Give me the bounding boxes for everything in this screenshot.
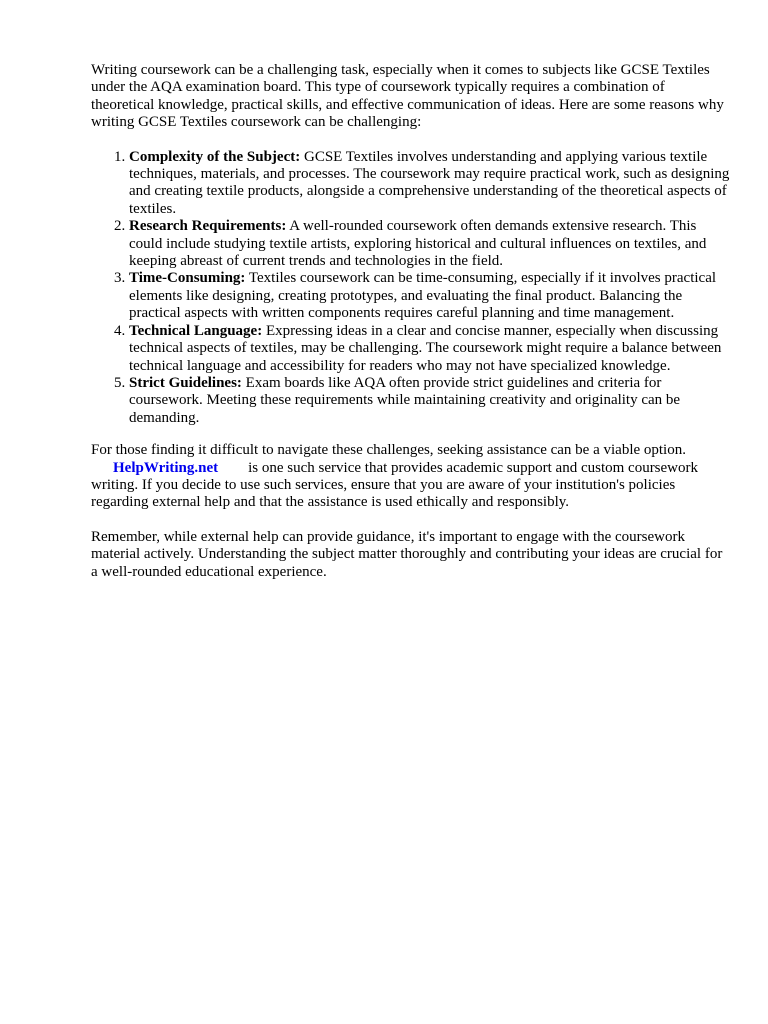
reason-text: A well-rounded coursework often demands extensive research. This could include studying textile artists, exploring historical and cultural influences on textiles, and keeping abreast of current trends and technologies in the field. xyxy=(129,218,707,270)
reason-text: Expressing ideas in a clear and concise manner, especially when discussing technical aspects of textiles, may be challenging. The coursework might require a balance between technical language and accessibility for readers who may not have specialized knowledge. xyxy=(129,322,722,374)
closing-paragraph: Remember, while external help can provide guidance, it's important to engage with the coursework material actively. Understanding the subject matter thoroughly and contributing your ideas are crucial for a well-rounded educational experience. xyxy=(91,528,723,580)
list-item xyxy=(129,375,731,427)
reason-term: Time-Consuming: xyxy=(129,270,246,287)
reason-text: Exam boards like AQA often provide strict guidelines and criteria for coursework. Meeting these requirements while maintaining creativity and originality can be demanding. xyxy=(129,374,681,426)
reasons-list xyxy=(91,149,731,428)
list-item xyxy=(129,323,731,375)
list-item xyxy=(129,270,731,322)
reason-term: Technical Language: xyxy=(129,322,263,339)
intro-paragraph: Writing coursework can be a challenging task, especially when it comes to subjects like GCSE Textiles under the AQA examination board. This type of coursework typically requires a combination of theoretical knowledge, practical skills, and effective communication of ideas. Here are some reasons why writing GCSE Textiles coursework can be challenging: xyxy=(91,62,724,131)
reason-term: Strict Guidelines: xyxy=(129,374,242,391)
reason-text: Textiles coursework can be time-consuming, especially if it involves practical elements like designing, creating prototypes, and evaluating the final product. Balancing the practical aspects with written components requires careful planning and time management. xyxy=(129,270,717,322)
list-item xyxy=(129,218,731,270)
reason-term: Research Requirements: xyxy=(129,218,287,235)
document-body xyxy=(91,62,731,581)
assistance-paragraph xyxy=(91,442,731,512)
helpwriting-link[interactable]: HelpWriting.net xyxy=(113,459,219,476)
assistance-text-before: For those finding it difficult to navigate these challenges, seeking assistance can be a viable option. xyxy=(91,442,686,459)
assistance-text-after: is one such service that provides academic support and custom coursework writing. If you decide to use such services, ensure that you are aware of your institution's policies regarding external help and that the assistance is used ethically and responsibly. xyxy=(91,459,699,511)
reason-text: GCSE Textiles involves understanding and applying various textile techniques, materials, and processes. The coursework may require practical work, such as designing and creating textile products, alongside a comprehensive understanding of the theoretical aspects of textiles. xyxy=(129,148,730,217)
list-item xyxy=(129,149,731,219)
reason-term: Complexity of the Subject: xyxy=(129,148,301,165)
